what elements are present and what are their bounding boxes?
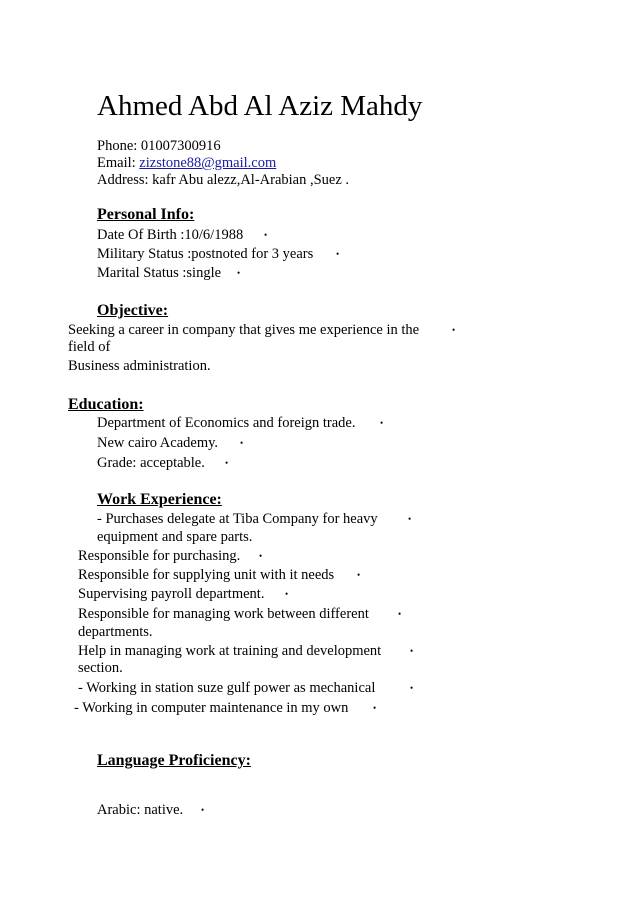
- bullet-icon: •: [225, 458, 229, 468]
- bullet-icon: •: [373, 703, 377, 713]
- email-label: Email:: [97, 155, 136, 171]
- work-line: Help in managing work at training and development: [78, 643, 382, 659]
- work-line: - Purchases delegate at Tiba Company for heavy: [97, 511, 378, 527]
- bullet-icon: •: [410, 646, 414, 656]
- objective-line: field of: [68, 339, 111, 355]
- work-line: Responsible for managing work between different: [78, 606, 369, 622]
- language-line: Arabic: native.: [97, 802, 184, 818]
- work-line: Supervising payroll department.: [78, 586, 265, 602]
- work-line: - Working in computer maintenance in my own: [74, 700, 349, 716]
- marital-line: Marital Status :single: [97, 265, 222, 281]
- bullet-icon: •: [408, 514, 412, 524]
- bullet-icon: •: [357, 570, 361, 580]
- education-line: New cairo Academy.: [97, 435, 219, 451]
- bullet-icon: •: [240, 438, 244, 448]
- work-line: Responsible for supplying unit with it needs: [78, 567, 335, 583]
- objective-line: Business administration.: [68, 358, 211, 374]
- bullet-icon: •: [237, 268, 241, 278]
- candidate-name: Ahmed Abd Al Aziz Mahdy: [97, 90, 423, 122]
- bullet-icon: •: [380, 418, 384, 428]
- bullet-icon: •: [259, 551, 263, 561]
- work-experience-heading: Work Experience:: [97, 491, 222, 508]
- bullet-icon: •: [336, 249, 340, 259]
- objective-line: Seeking a career in company that gives me experience in the: [68, 322, 420, 338]
- work-line: Responsible for purchasing.: [78, 548, 241, 564]
- work-line: equipment and spare parts.: [97, 529, 253, 545]
- dob-line: Date Of Birth :10/6/1988: [97, 227, 244, 243]
- education-heading: Education:: [68, 396, 144, 413]
- phone-line: Phone: 01007300916: [97, 138, 221, 154]
- language-heading: Language Proficiency:: [97, 752, 251, 769]
- bullet-icon: •: [410, 683, 414, 693]
- education-line: Department of Economics and foreign trade.: [97, 415, 356, 431]
- bullet-icon: •: [452, 325, 456, 335]
- email-link[interactable]: zizstone88@gmail.com: [139, 155, 277, 171]
- bullet-icon: •: [285, 589, 289, 599]
- bullet-icon: •: [398, 609, 402, 619]
- work-line: section.: [78, 660, 123, 676]
- personal-info-heading: Personal Info:: [97, 206, 195, 223]
- address-line: Address: kafr Abu alezz,Al-Arabian ,Suez .: [97, 172, 350, 188]
- bullet-icon: •: [264, 230, 268, 240]
- military-line: Military Status :postnoted for 3 years: [97, 246, 314, 262]
- objective-heading: Objective:: [97, 302, 169, 319]
- education-line: Grade: acceptable.: [97, 455, 205, 471]
- bullet-icon: •: [201, 805, 205, 815]
- work-line: - Working in station suze gulf power as mechanical: [78, 680, 376, 696]
- work-line: departments.: [78, 624, 153, 640]
